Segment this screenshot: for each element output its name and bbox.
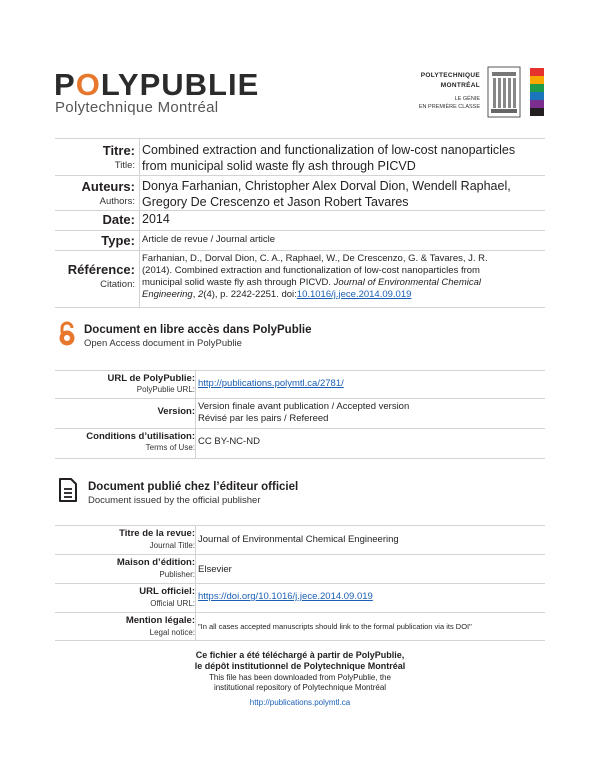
strip-segment	[530, 84, 544, 92]
row-divider	[55, 640, 545, 641]
strip-segment	[530, 100, 544, 108]
official-url-link[interactable]: https://doi.org/10.1016/j.jece.2014.09.019	[198, 591, 373, 602]
authors-label: Auteurs:	[81, 179, 135, 194]
column-divider	[139, 138, 140, 308]
version-value-line: Version finale avant publication / Accepted version	[198, 401, 410, 412]
title-label-en: Title:	[114, 160, 135, 171]
journal-title-label: Titre de la revue:	[119, 528, 195, 539]
citation-volume: 2	[198, 289, 204, 300]
title-value-line: from municipal solid waste fly ash through PICVD	[142, 159, 416, 173]
polypublie-url-label: URL de PolyPublie:	[107, 373, 195, 384]
row-divider	[55, 307, 545, 308]
strip-segment	[530, 68, 544, 76]
legal-notice-label: Mention légale:	[125, 615, 195, 626]
citation-journal: Journal of Environmental Chemical	[333, 277, 481, 288]
wordmark-line: MONTRÉAL	[440, 82, 480, 89]
terms-label: Conditions d’utilisation:	[86, 431, 195, 442]
row-divider	[55, 175, 545, 176]
terms-label-en: Terms of Use:	[145, 443, 195, 452]
citation-line: (2014). Combined extraction and functionalization of low-cost nanoparticles from	[142, 265, 480, 276]
footer-en-line: This file has been downloaded from PolyPublie, the	[209, 673, 391, 682]
row-divider	[55, 370, 545, 371]
reference-label-en: Citation:	[100, 279, 135, 290]
document-icon	[58, 477, 78, 503]
publisher-label: Maison d’édition:	[116, 557, 195, 568]
polytechnique-tagline	[405, 95, 480, 111]
open-access-title: Document en libre accès dans PolyPublie	[84, 324, 312, 336]
logo-subtitle: Polytechnique Montréal	[55, 99, 219, 116]
citation-text: municipal solid waste fly ash through PICVD.	[142, 277, 334, 288]
legal-notice-value: "In all cases accepted manuscripts should link to the formal publication via its DOI"	[198, 622, 472, 631]
polypublie-url-label-en: PolyPublie URL:	[136, 385, 195, 394]
authors-value-line: Gregory De Crescenzo et Jason Robert Tavares	[142, 195, 409, 209]
row-divider	[55, 612, 545, 613]
row-divider	[55, 398, 545, 399]
logo-letter-o: O	[75, 67, 101, 102]
tagline-line: LE GÉNIE	[454, 96, 480, 102]
row-divider	[55, 230, 545, 231]
row-divider	[55, 138, 545, 139]
official-url-label: URL officiel:	[139, 586, 195, 597]
journal-title-value: Journal of Environmental Chemical Engineering	[198, 534, 399, 545]
type-label: Type:	[101, 233, 135, 248]
row-divider	[55, 554, 545, 555]
publisher-label-en: Publisher:	[159, 570, 195, 579]
open-access-subtitle: Open Access document in PolyPublie	[84, 338, 242, 349]
building-crest-icon	[487, 66, 521, 118]
column-divider	[195, 370, 196, 458]
version-value-line: Révisé par les pairs / Refereed	[198, 413, 329, 424]
authors-value-line: Donya Farhanian, Christopher Alex Dorval Dion, Wendell Raphael,	[142, 179, 511, 193]
logo-rest: LYPUBLIE	[100, 67, 260, 102]
title-value-line: Combined extraction and functionalization of low-cost nanoparticles	[142, 143, 516, 157]
citation-line	[142, 289, 411, 301]
footer-fr-line: le dépôt institutionnel de Polytechnique Montréal	[194, 661, 406, 671]
logo-letter-p: P	[54, 67, 76, 102]
row-divider	[55, 428, 545, 429]
polytechnique-wordmark	[405, 71, 480, 91]
date-value: 2014	[142, 212, 170, 226]
row-divider	[55, 525, 545, 526]
footer-fr-line: Ce fichier a été téléchargé à partir de PolyPublie,	[195, 650, 405, 660]
date-label: Date:	[102, 212, 135, 227]
row-divider	[55, 210, 545, 211]
strip-segment	[530, 92, 544, 100]
citation-text: ,	[192, 289, 198, 300]
legal-notice-label-en: Legal notice:	[149, 628, 195, 637]
authors-label-en: Authors:	[99, 196, 135, 207]
journal-title-label-en: Journal Title:	[149, 541, 195, 550]
row-divider	[55, 583, 545, 584]
terms-value: CC BY-NC-ND	[198, 436, 260, 447]
type-value: Article de revue / Journal article	[142, 234, 276, 245]
citation-text: (4), p. 2242-2251. doi:	[203, 289, 297, 300]
citation-journal: Engineering	[142, 289, 193, 300]
strip-segment	[530, 76, 544, 84]
official-url-label-en: Official URL:	[150, 599, 195, 608]
row-divider	[55, 250, 545, 251]
footer-url-link[interactable]: http://publications.polymtl.ca	[249, 698, 351, 707]
polypublie-logo	[54, 69, 259, 100]
strip-segment	[530, 108, 544, 116]
color-strip	[530, 68, 544, 116]
reference-label: Référence:	[67, 262, 135, 277]
wordmark-line: POLYTECHNIQUE	[420, 72, 480, 79]
tagline-line: EN PREMIÈRE CLASSE	[418, 104, 480, 110]
citation-line: Farhanian, D., Dorval Dion, C. A., Raphael, W., De Crescenzo, G. & Tavares, J. R.	[142, 253, 488, 264]
row-divider	[55, 458, 545, 459]
publisher-value: Elsevier	[198, 564, 232, 575]
version-label: Version:	[157, 406, 195, 417]
footer-en-line: institutional repository of Polytechnique Montréal	[213, 683, 387, 692]
citation-line	[142, 277, 481, 289]
publisher-doc-title: Document publié chez l’éditeur officiel	[88, 481, 299, 493]
open-lock-icon	[57, 321, 77, 347]
publisher-doc-subtitle: Document issued by the official publisher	[88, 495, 261, 506]
citation-doi-link[interactable]: 10.1016/j.jece.2014.09.019	[296, 289, 412, 300]
polypublie-url-link[interactable]: http://publications.polymtl.ca/2781/	[198, 378, 344, 389]
title-label: Titre:	[102, 143, 135, 158]
